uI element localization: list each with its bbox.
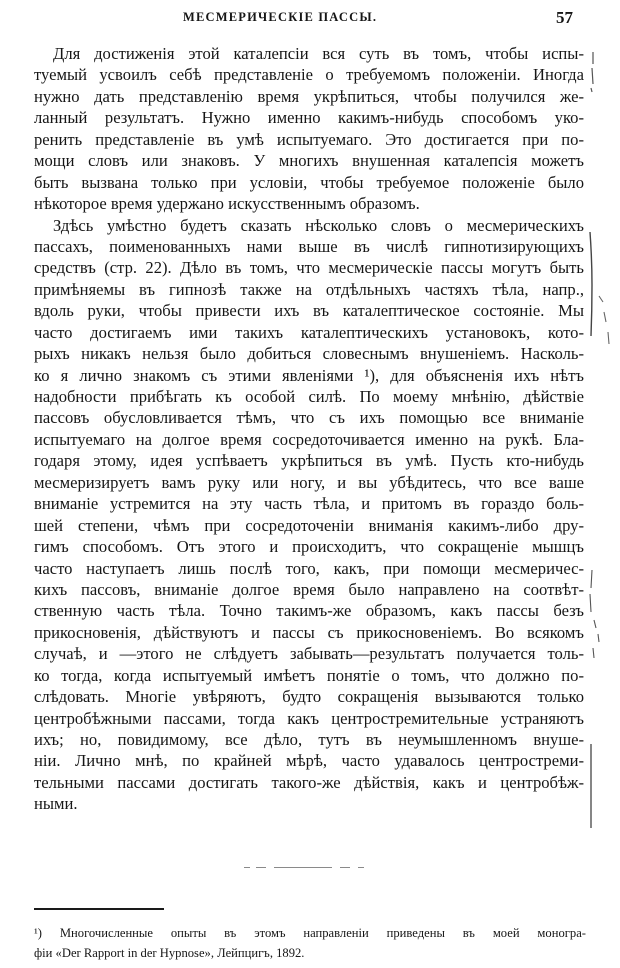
text-line: часто наступаетъ лишь послѣ того, какъ, при помощи месмеричес- bbox=[34, 558, 584, 578]
text-line: Здѣсь умѣстно будетъ сказать нѣсколько словъ о месмерическихъ bbox=[53, 215, 584, 235]
text-line: туемый усвоилъ себѣ представленіе о требуемомъ положеніи. Иногда bbox=[34, 65, 584, 85]
section-ornament bbox=[244, 866, 376, 869]
body-text bbox=[34, 43, 584, 815]
margin-pencil-mark bbox=[586, 568, 602, 660]
text-line: ніи. Лично мнѣ, по крайней мѣрѣ, часто удавалось центростреми- bbox=[34, 751, 584, 771]
text-line: месмеризируетъ вамъ руку или ногу, и вы убѣдитесь, что все ваше bbox=[34, 472, 584, 492]
text-line: испытуемаго на долгое время сосредоточивается именно на рукѣ. Бла- bbox=[34, 429, 584, 449]
text-line: годаря этому, идея успѣваетъ укрѣпиться въ умѣ. Пусть кто-нибудь bbox=[34, 451, 584, 471]
text-line: вдоль руки, чтобы привести ихъ въ каталептическое состояніе. Мы bbox=[34, 301, 584, 321]
text-line: гимъ способомъ. Отъ этого и происходитъ, что сокращеніе мышцъ bbox=[34, 537, 584, 557]
text-line: средствъ (стр. 22). Дѣло въ томъ, что месмерическіе пассы могутъ быть bbox=[34, 258, 584, 278]
text-line: кихъ пассовъ, вниманіе долгое время было направлено на соотвѣт- bbox=[34, 579, 584, 599]
text-line: прикосновенія, дѣйствуютъ и пассы съ прикосновеніемъ. Во всякомъ bbox=[34, 622, 584, 642]
margin-pencil-mark bbox=[588, 50, 598, 94]
text-line: центробѣжными пассами, тогда какъ центростремительные устраняютъ bbox=[34, 708, 584, 728]
text-line: примѣняемы въ гипнозѣ также на отдѣльныхъ частяхъ тѣла, напр., bbox=[34, 279, 584, 299]
text-line: тельными пассами достигать такого-же дѣйствія, какъ и центробѣж- bbox=[34, 772, 584, 792]
text-line: ственную часть тѣла. Точно такимъ-же образомъ, какъ пассы безъ bbox=[34, 601, 584, 621]
text-line: пассовъ обусловливается тѣмъ, что съ ихъ помощью все вниманіе bbox=[34, 408, 584, 428]
text-line: ренить представленіе въ умѣ испытуемаго. Это достигается при по- bbox=[34, 129, 584, 149]
running-title: МЕСМЕРИЧЕСКІЕ ПАССЫ. bbox=[183, 10, 378, 24]
text-line: ко я лично знакомъ съ этими явленіями ¹), для объясненія ихъ нѣтъ bbox=[34, 365, 584, 385]
text-line: мощи словъ или знаковъ. У многихъ внушенная каталепсія можетъ bbox=[34, 151, 584, 171]
text-line: вниманіе устремится на эту часть тѣла, и притомъ въ гораздо боль- bbox=[34, 494, 584, 514]
text-line: нужно дать представленію время укрѣпиться, чтобы получился же- bbox=[34, 86, 584, 106]
text-line: шей степени, чѣмъ при сосредоточеніи вниманія какимъ-либо дру- bbox=[34, 515, 584, 535]
text-line: слѣдовать. Многіе увѣряютъ, будто сокращенія вызываются только bbox=[34, 687, 584, 707]
page-number: 57 bbox=[556, 8, 573, 27]
footnote-line: ¹) Многочисленные опыты въ этомъ направленіи приведены въ моей моногра- bbox=[34, 926, 586, 940]
text-line: нѣкоторое время удержано искусственнымъ образомъ. bbox=[34, 194, 420, 214]
text-line: рыхъ никакъ нельзя было добиться словеснымъ внушеніемъ. Насколь- bbox=[34, 344, 584, 364]
text-line: ко тогда, когда испытуемый имѣетъ понятіе о томъ, что должно по- bbox=[34, 665, 584, 685]
margin-pencil-mark bbox=[586, 742, 596, 832]
footnote-line: фіи «Der Rapport in der Hypnose», Лейпцигъ, 1892. bbox=[34, 946, 305, 960]
text-line: часто достигаемъ ими такихъ каталептическихъ установокъ, кото- bbox=[34, 322, 584, 342]
footnote-rule bbox=[34, 908, 164, 910]
margin-pencil-mark bbox=[596, 292, 614, 352]
text-line: надобности прибѣгать къ особой силѣ. По моему мнѣнію, дѣйствіе bbox=[34, 387, 584, 406]
text-line: ными. bbox=[34, 794, 78, 814]
footnote bbox=[34, 923, 586, 963]
text-line: ихъ; но, повидимому, все дѣло, тутъ въ неумышленномъ внуше- bbox=[34, 730, 584, 749]
text-line: случаѣ, и —этого не слѣдуетъ забывать—результатъ получается толь- bbox=[34, 644, 584, 664]
text-line: быть вызвана только при условіи, чтобы требуемое положеніе было bbox=[34, 172, 584, 192]
text-line: ланный результатъ. Нужно именно какимъ-нибудь способомъ уко- bbox=[34, 108, 584, 128]
text-line: Для достиженія этой каталепсіи вся суть въ томъ, чтобы испы- bbox=[53, 44, 584, 63]
text-line: пассахъ, поименованныхъ нами выше въ числѣ гипнотизирующихъ bbox=[34, 236, 584, 256]
